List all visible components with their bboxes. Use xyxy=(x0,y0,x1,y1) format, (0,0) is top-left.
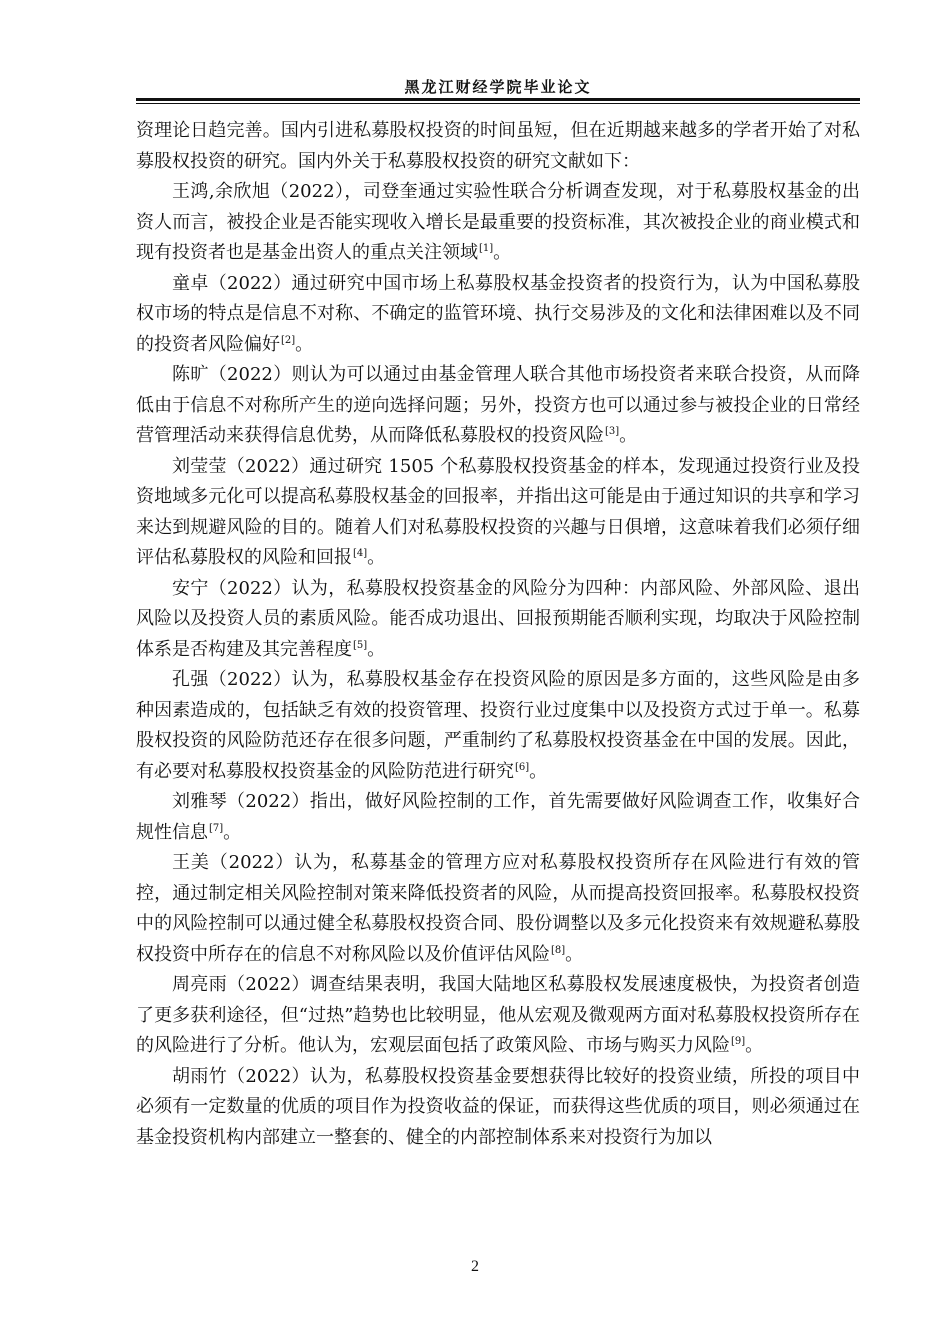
citation-marker: [4] xyxy=(353,548,368,559)
paragraph xyxy=(136,452,860,574)
running-header-title: 黑龙江财经学院毕业论文 xyxy=(404,78,592,96)
citation-marker: [6] xyxy=(515,761,530,773)
paragraph-continuation xyxy=(136,116,860,177)
paragraph-text: 孔强（2022）认为，私募股权基金存在投资风险的原因是多方面的，这些风险是由多种因素造成的，包括缺乏有效的投资管理、投资行业过度集中以及投资方式过于单一。私募股权投资的风险防范还存在很多问题，严重制约了私募股权投资基金在中国的发展。因此，有必要对私募股权投资基金的风险防范进行研究 xyxy=(136,669,860,782)
paragraph-text: 陈旷（2022）则认为可以通过由基金管理人联合其他市场投资者来联合投资，从而降低由于信息不对称所产生的逆向选择问题；另外，投资方也可以通过参与被投企业的日常经营管理活动来获得信息优势，从而降低私募股权的投资风险 xyxy=(136,364,860,446)
paragraph xyxy=(136,177,860,269)
citation-marker: [9] xyxy=(731,1036,746,1047)
paragraph xyxy=(136,574,860,666)
page-number: 2 xyxy=(471,1258,479,1275)
body-text xyxy=(136,116,860,1153)
citation-marker: [8] xyxy=(551,944,566,956)
paragraph xyxy=(136,970,860,1062)
paragraph xyxy=(136,360,860,452)
paragraph-text: 周亮雨（2022）调查结果表明，我国大陆地区私募股权发展速度极快，为投资者创造了更多获利途径，但“过热”趋势也比较明显，他从宏观及微观两方面对私募股权投资所存在的风险进行了分析。他认为，宏观层面包括了政策风险、市场与购买力风险 xyxy=(136,974,860,1056)
citation-marker: [1] xyxy=(479,243,494,254)
paragraph xyxy=(136,848,860,970)
citation-marker: [7] xyxy=(209,822,224,834)
paragraph xyxy=(136,269,860,361)
paragraph-end: 。 xyxy=(295,333,314,355)
paragraph xyxy=(136,665,860,787)
paragraph-end: 。 xyxy=(529,760,548,782)
paragraph-text: 王美（2022）认为，私募基金的管理方应对私募股权投资所存在风险进行有效的管控，通过制定相关风险控制对策来降低投资者的风险，从而提高投资回报率。私募股权投资中的风险控制可以通过健全私募股权投资合同、股份调整以及多元化投资来有效规避私募股权投资中所存在的信息不对称风险以及价值评估风险 xyxy=(136,852,860,965)
paragraph-text: 资理论日趋完善。国内引进私募股权投资的时间虽短，但在近期越来越多的学者开始了对私募股权投资的研究。国内外关于私募股权投资的研究文献如下： xyxy=(136,120,860,172)
paragraph-end: 。 xyxy=(565,943,584,965)
paragraph-text: 童卓（2022）通过研究中国市场上私募股权基金投资者的投资行为，认为中国私募股权市场的特点是信息不对称、不确定的监管环境、执行交易涉及的文化和法律困难以及不同的投资者风险偏好 xyxy=(136,272,860,355)
paragraph xyxy=(136,1062,860,1154)
paragraph-text: 王鸿,余欣旭（2022），司登奎通过实验性联合分析调查发现，对于私募股权基金的出资人而言，被投企业是否能实现收入增长是最重要的投资标准，其次被投企业的商业模式和现有投资者也是基金出资人的重点关注领域 xyxy=(136,181,860,263)
paragraph-end: 。 xyxy=(493,242,512,263)
paragraph-end: 。 xyxy=(223,821,242,843)
citation-marker: [5] xyxy=(353,639,368,651)
paragraph-text: 安宁（2022）认为，私募股权投资基金的风险分为四种：内部风险、外部风险、退出风险以及投资人员的素质风险。能否成功退出、回报预期能否顺利实现，均取决于风险控制体系是否构建及其完善程度 xyxy=(136,577,860,660)
paragraph xyxy=(136,787,860,848)
citation-marker: [2] xyxy=(281,334,296,346)
paragraph-text: 刘雅琴（2022）指出，做好风险控制的工作，首先需要做好风险调查工作，收集好合规性信息 xyxy=(136,791,860,843)
header-rule-thick xyxy=(136,98,860,101)
paragraph-end: 。 xyxy=(367,638,386,660)
paragraph-end: 。 xyxy=(619,425,638,446)
paragraph-end: 。 xyxy=(745,1035,764,1056)
paragraph-text: 胡雨竹（2022）认为，私募股权投资基金要想获得比较好的投资业绩，所投的项目中必须有一定数量的优质的项目作为投资收益的保证，而获得这些优质的项目，则必须通过在基金投资机构内部建立一整套的、健全的内部控制体系来对投资行为加以 xyxy=(136,1065,860,1148)
paragraph-end: 。 xyxy=(367,547,386,568)
paragraph-text: 刘莹莹（2022）通过研究 1505 个私募股权投资基金的样本，发现通过投资行业及投资地域多元化可以提高私募股权基金的回报率，并指出这可能是由于通过知识的共享和学习来达到规避风险的目的。随着人们对私募股权投资的兴趣与日俱增，这意味着我们必须仔细评估私募股权的风险和回报 xyxy=(136,455,860,568)
header-rule-thin xyxy=(136,103,860,104)
citation-marker: [3] xyxy=(605,426,620,437)
